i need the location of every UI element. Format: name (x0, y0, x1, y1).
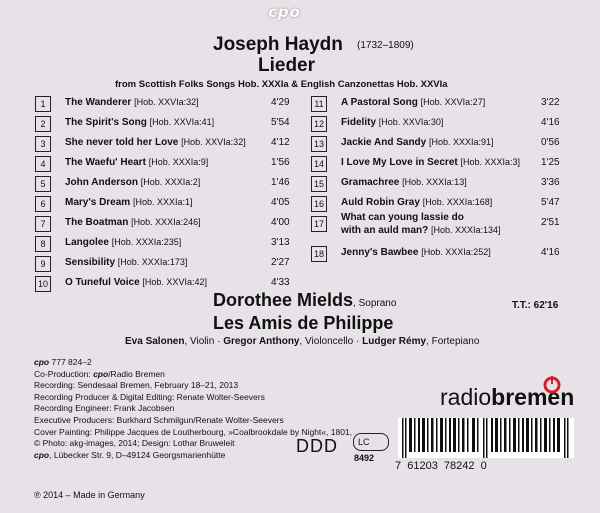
catalog-number: cpo 777 824–2 (34, 357, 92, 367)
track-title: She never told her Love [Hob. XXVIa:32] (65, 137, 246, 148)
radio-bremen-icon (542, 375, 562, 395)
track-duration: 2'51 (541, 217, 560, 228)
track-title: Sensibility [Hob. XXXIa:173] (65, 257, 188, 268)
track-number: 17 (311, 216, 327, 232)
soloist: Dorothee Mields, Soprano (213, 290, 397, 310)
track-duration: 5'54 (271, 117, 290, 128)
track-number: 5 (35, 176, 51, 192)
track-title: I Love My Love in Secret [Hob. XXXIa:3] (341, 157, 521, 168)
track-title: The Waefu' Heart [Hob. XXXIa:9] (65, 157, 209, 168)
track-number: 12 (311, 116, 327, 132)
track-duration: 1'56 (271, 157, 290, 168)
track-duration: 5'47 (541, 197, 560, 208)
track-title: Langolee [Hob. XXXIa:235] (65, 237, 182, 248)
copyright: ℗ 2014 – Made in Germany (34, 490, 145, 500)
label-address: cpo, Lübecker Str. 9, D–49124 Georgsmarienhütte (34, 449, 226, 460)
track-number: 1 (35, 96, 51, 112)
track-duration: 4'16 (541, 247, 560, 258)
ddd-mark: DDD (296, 436, 338, 456)
track-duration: 3'13 (271, 237, 290, 248)
track-duration: 0'56 (541, 137, 560, 148)
track-number: 6 (35, 196, 51, 212)
work-subtitle: from Scottish Folks Songs Hob. XXXIa & English Canzonettas Hob. XXVIa (115, 79, 448, 90)
track-duration: 2'27 (271, 257, 290, 268)
executive-producers: Executive Producers: Burkhard Schmilgun/Renate Wolter-Seevers (34, 414, 284, 425)
track-title: The Spirit's Song [Hob. XXVIa:41] (65, 117, 215, 128)
track-title: Jackie And Sandy [Hob. XXXIa:91] (341, 137, 494, 148)
work-title: Lieder (258, 55, 316, 76)
track-title: The Wanderer [Hob. XXVIa:32] (65, 97, 199, 108)
track-title: O Tuneful Voice [Hob. XXVIa:42] (65, 277, 207, 288)
photo-design: © Photo: akg-images, 2014; Design: Lothar Bruweleit (34, 438, 235, 449)
track-duration: 4'29 (271, 97, 290, 108)
track-duration: 4'16 (541, 117, 560, 128)
track-number: 4 (35, 156, 51, 172)
track-title: Jenny's Bawbee [Hob. XXXIa:252] (341, 247, 491, 258)
recording-engineer: Recording Engineer: Frank Jacobsen (34, 403, 175, 414)
cpo-logo: cpo (268, 3, 301, 21)
track-number: 18 (311, 246, 327, 262)
track-duration: 3'22 (541, 97, 560, 108)
track-number: 11 (311, 96, 327, 112)
track-title: A Pastoral Song [Hob. XXVIa:27] (341, 97, 486, 108)
recording-location: Recording: Sendesaal Bremen, February 18–21, 2013 (34, 380, 239, 391)
total-time: T.T.: 62'16 (512, 300, 559, 311)
track-duration: 3'36 (541, 177, 560, 188)
track-duration: 4'33 (271, 277, 290, 288)
track-number: 9 (35, 256, 51, 272)
track-number: 16 (311, 196, 327, 212)
track-title: Mary's Dream [Hob. XXXIa:1] (65, 197, 193, 208)
players-line: Eva Salonen, Violin · Gregor Anthony, Violoncello · Ludger Rémy, Fortepiano (125, 336, 480, 347)
track-title: The Boatman [Hob. XXXIa:246] (65, 217, 201, 228)
track-duration: 4'05 (271, 197, 290, 208)
barcode (398, 418, 574, 458)
track-title: Gramachree [Hob. XXXIa:13] (341, 177, 467, 188)
track-number: 3 (35, 136, 51, 152)
track-number: 10 (35, 276, 51, 292)
ensemble-name: Les Amis de Philippe (213, 313, 394, 333)
track-title: Auld Robin Gray [Hob. XXXIa:168] (341, 197, 493, 208)
track-duration: 1'25 (541, 157, 560, 168)
track-number: 7 (35, 216, 51, 232)
recording-producer: Recording Producer & Digital Editing: Renate Wolter-Seevers (34, 391, 265, 402)
track-title: What can young lassie do with an auld man? [Hob. XXXIa:134] (341, 212, 501, 236)
composer-name: Joseph Haydn (213, 34, 343, 55)
label-code: LC 8492 (353, 433, 389, 451)
track-number: 13 (311, 136, 327, 152)
track-title: John Anderson [Hob. XXXIa:2] (65, 177, 201, 188)
track-duration: 1'46 (271, 177, 290, 188)
track-number: 15 (311, 176, 327, 192)
track-duration: 4'00 (271, 217, 290, 228)
track-number: 2 (35, 116, 51, 132)
track-duration: 4'12 (271, 137, 290, 148)
track-number: 14 (311, 156, 327, 172)
barcode-digits: 7 61203 78242 0 (395, 460, 487, 472)
radio-bremen-logo: radiobremen (440, 384, 575, 410)
coproduction: Co-Production: cpo/Radio Bremen (34, 368, 165, 379)
track-number: 8 (35, 236, 51, 252)
composer-dates: (1732–1809) (357, 40, 414, 51)
cover-painting: Cover Painting: Philippe Jacques de Loutherbourg, »Coalbrookdale by Night«, 1801, (34, 426, 353, 437)
track-title: Fidelity [Hob. XXVIa:30] (341, 117, 444, 128)
